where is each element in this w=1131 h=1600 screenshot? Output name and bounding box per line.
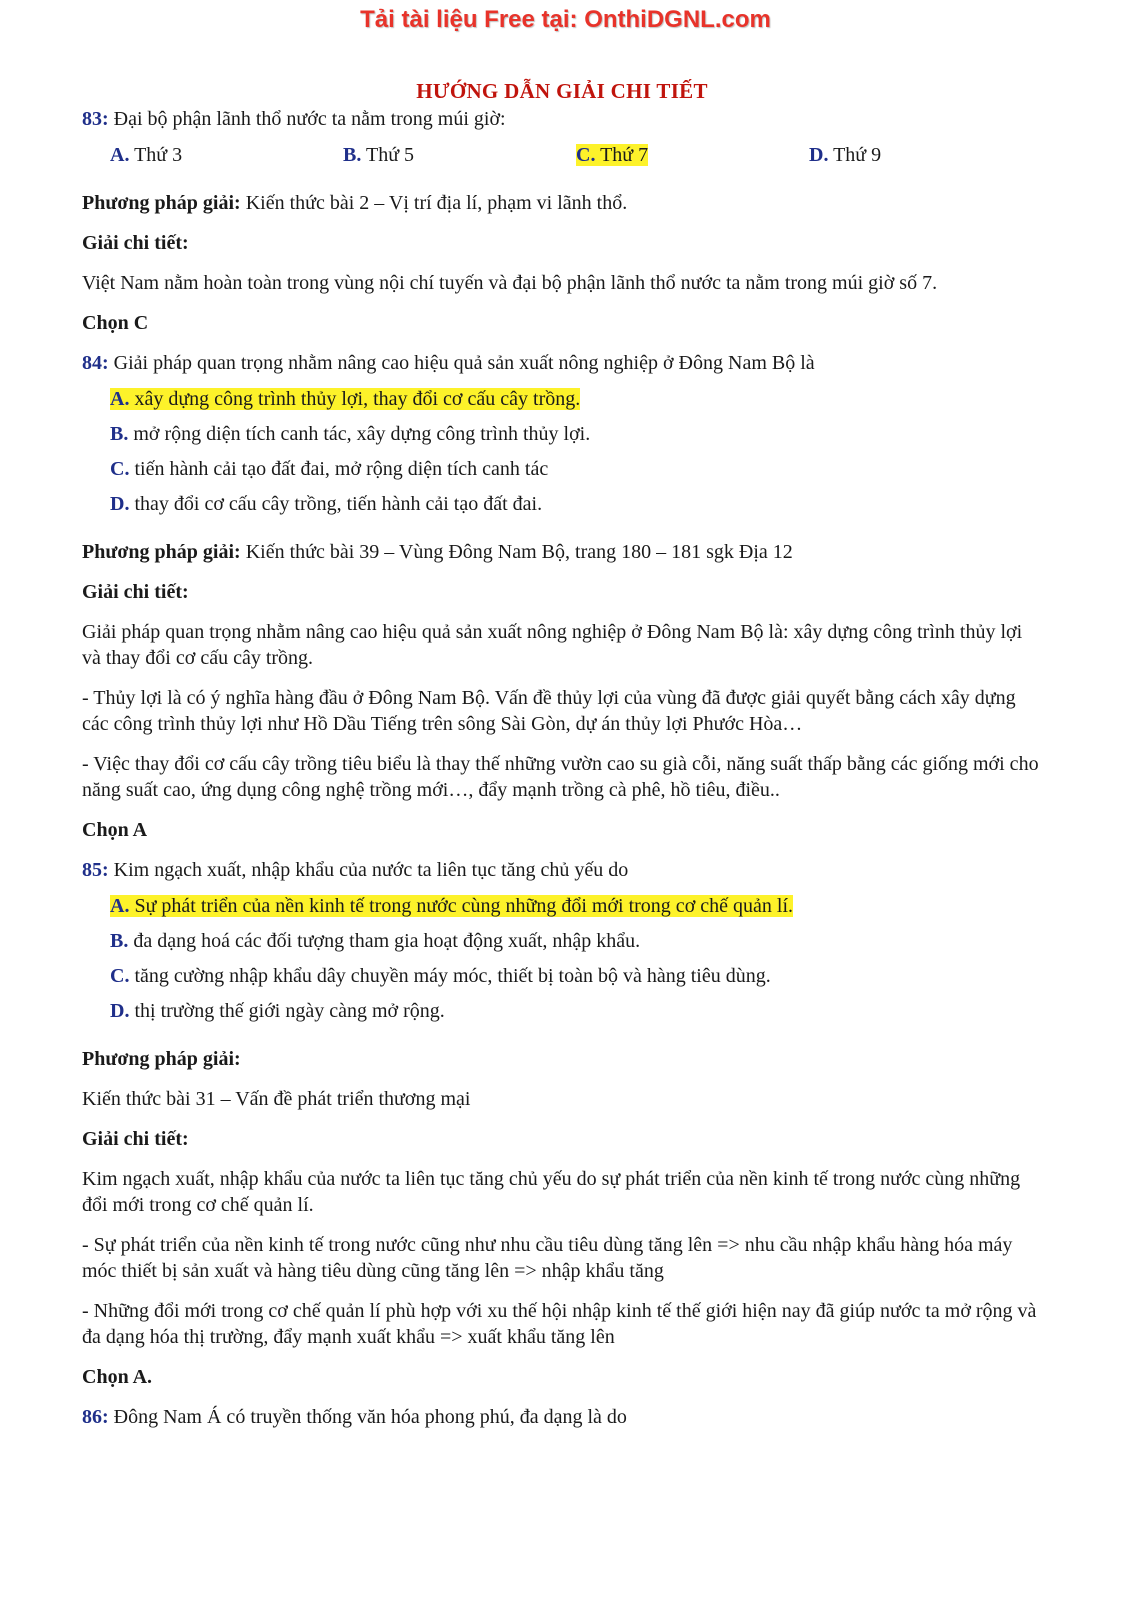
- option-a: [110, 386, 1042, 412]
- option-text: tăng cường nhập khẩu dây chuyền máy móc, thiết bị toàn bộ và hàng tiêu dùng.: [129, 965, 771, 987]
- option-b: [110, 421, 1042, 447]
- option-text: xây dựng công trình thủy lợi, thay đổi cơ cấu cây trồng.: [129, 388, 581, 410]
- option-text: tiến hành cải tạo đất đai, mở rộng diện tích canh tác: [129, 458, 549, 480]
- question-86: [82, 1404, 1042, 1430]
- option-d: [809, 142, 1042, 168]
- question-number: 85:: [82, 859, 109, 881]
- option-text: đa dạng hoá các đối tượng tham gia hoạt động xuất, nhập khẩu.: [128, 930, 641, 952]
- detail-83: Việt Nam nằm hoàn toàn trong vùng nội chí tuyến và đại bộ phận lãnh thổ nước ta nằm trong múi giờ số 7.: [82, 272, 938, 294]
- method-text: Kiến thức bài 39 – Vùng Đông Nam Bộ, trang 180 – 181 sgk Địa 12: [240, 541, 793, 563]
- detail-85-3: - Những đổi mới trong cơ chế quản lí phù hợp với xu thế hội nhập kinh tế thế giới hiện nay đã giúp nước ta mở rộng và đa dạng hóa thị trường, đẩy mạnh xuất khẩu => xuất khẩu tăng lên: [82, 1300, 1037, 1348]
- option-letter: B.: [110, 930, 129, 952]
- question-text: Đại bộ phận lãnh thổ nước ta nằm trong múi giờ:: [108, 108, 506, 130]
- option-letter: A.: [110, 388, 130, 410]
- option-letter: C.: [576, 144, 596, 166]
- question-85: [82, 857, 1042, 883]
- option-c: [110, 963, 1042, 989]
- question-text: Đông Nam Á có truyền thống văn hóa phong phú, đa dạng là do: [108, 1406, 627, 1428]
- method-85: Kiến thức bài 31 – Vấn đề phát triển thương mại: [82, 1088, 471, 1110]
- detail-label-85: Giải chi tiết:: [82, 1128, 189, 1150]
- option-d: [110, 998, 1042, 1024]
- option-letter: A.: [110, 144, 130, 166]
- option-a: [110, 893, 1042, 919]
- detail-84-2: - Thủy lợi là có ý nghĩa hàng đầu ở Đông Nam Bộ. Vấn đề thủy lợi của vùng đã được giải quyết bằng cách xây dựng các công trình thủy lợi như Hồ Dầu Tiếng trên sông Sài Gòn, dự án thủy lợi Phước Hòa…: [82, 687, 1016, 735]
- document-page: [82, 78, 1042, 1440]
- question-84: [82, 350, 1042, 376]
- question-number: 86:: [82, 1406, 109, 1428]
- detail-85-1: Kim ngạch xuất, nhập khẩu của nước ta liên tục tăng chủ yếu do sự phát triển của nền kinh tế trong nước cùng những đổi mới trong cơ chế quản lí.: [82, 1168, 1021, 1216]
- option-letter: D.: [110, 493, 130, 515]
- site-banner: Tải tài liệu Free tại: OnthiDGNL.com: [360, 6, 771, 33]
- detail-84-1: Giải pháp quan trọng nhằm nâng cao hiệu quả sản xuất nông nghiệp ở Đông Nam Bộ là: xây dựng công trình thủy lợi và thay đổi cơ cấu cây trồng.: [82, 621, 1023, 669]
- method-label-85: Phương pháp giải:: [82, 1048, 241, 1070]
- option-text: Thứ 3: [129, 144, 183, 166]
- method-label: Phương pháp giải:: [82, 541, 241, 563]
- answer-85: Chọn A.: [82, 1366, 153, 1388]
- option-c: [576, 142, 809, 168]
- option-letter: C.: [110, 965, 130, 987]
- option-a: [110, 142, 343, 168]
- option-text: Thứ 5: [361, 144, 415, 166]
- method-84: [82, 539, 1042, 565]
- method-text: Kiến thức bài 2 – Vị trí địa lí, phạm vi lãnh thổ.: [240, 192, 628, 214]
- document-title: HƯỚNG DẪN GIẢI CHI TIẾT: [416, 79, 708, 103]
- question-83: [82, 106, 1042, 132]
- option-letter: B.: [343, 144, 362, 166]
- question-number: 83:: [82, 108, 109, 130]
- option-text: thị trường thế giới ngày càng mở rộng.: [129, 1000, 445, 1022]
- option-text: Thứ 7: [595, 144, 649, 166]
- question-text: Giải pháp quan trọng nhằm nâng cao hiệu quả sản xuất nông nghiệp ở Đông Nam Bộ là: [108, 352, 815, 374]
- option-b: [343, 142, 576, 168]
- option-c: [110, 456, 1042, 482]
- option-d: [110, 491, 1042, 517]
- option-letter: C.: [110, 458, 130, 480]
- option-text: thay đổi cơ cấu cây trồng, tiến hành cải tạo đất đai.: [129, 493, 543, 515]
- option-letter: D.: [110, 1000, 130, 1022]
- option-letter: D.: [809, 144, 829, 166]
- method-label: Phương pháp giải:: [82, 192, 241, 214]
- detail-label-83: Giải chi tiết:: [82, 232, 189, 254]
- answer-84: Chọn A: [82, 819, 148, 841]
- detail-label-84: Giải chi tiết:: [82, 581, 189, 603]
- option-text: Thứ 9: [828, 144, 882, 166]
- detail-84-3: - Việc thay đổi cơ cấu cây trồng tiêu biểu là thay thế những vườn cao su già cỗi, năng suất thấp bằng các giống mới cho năng suất cao, ứng dụng công nghệ trồng mới…, đẩy mạnh trồng cà phê, hồ tiêu, điều..: [82, 753, 1039, 801]
- option-b: [110, 928, 1042, 954]
- answer-83: Chọn C: [82, 312, 149, 334]
- option-text: mở rộng diện tích canh tác, xây dựng công trình thủy lợi.: [128, 423, 591, 445]
- method-83: [82, 190, 1042, 216]
- options-83: [110, 142, 1042, 168]
- option-letter: A.: [110, 895, 130, 917]
- question-number: 84:: [82, 352, 109, 374]
- option-text: Sự phát triển của nền kinh tế trong nước cùng những đổi mới trong cơ chế quản lí.: [129, 895, 794, 917]
- detail-85-2: - Sự phát triển của nền kinh tế trong nước cũng như nhu cầu tiêu dùng tăng lên => nhu cầu nhập khẩu hàng hóa máy móc thiết bị sản xuất và hàng tiêu dùng cũng tăng lên => nhập khẩu tăng: [82, 1234, 1013, 1282]
- question-text: Kim ngạch xuất, nhập khẩu của nước ta liên tục tăng chủ yếu do: [108, 859, 629, 881]
- option-letter: B.: [110, 423, 129, 445]
